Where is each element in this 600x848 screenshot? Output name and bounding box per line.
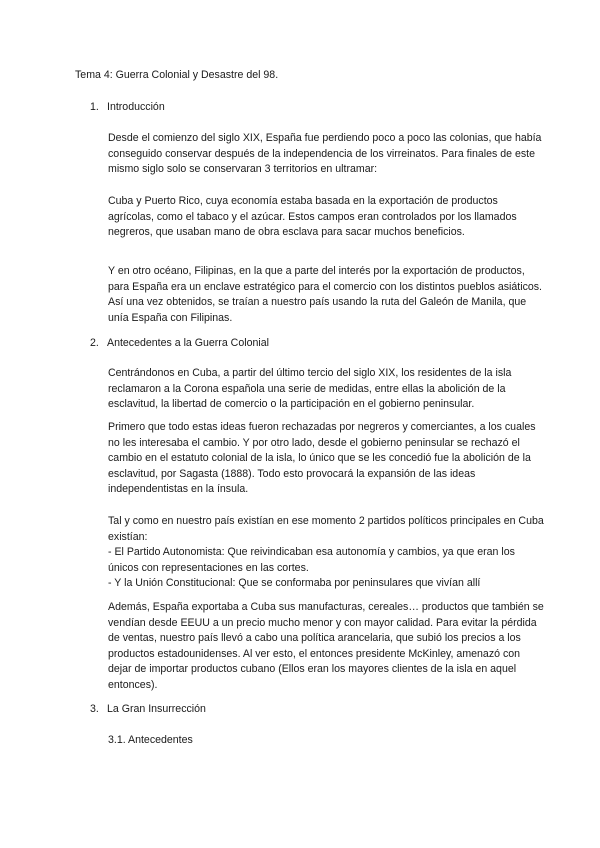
paragraph: Cuba y Puerto Rico, cuya economía estaba basada en la exportación de productos agrícolas, como el tabaco y el azúcar. Estos campos eran controlados por los llamados negreros, que usaban mano de obra esclava para sacar muchos beneficios. bbox=[108, 195, 517, 239]
section-number: 1. bbox=[90, 101, 99, 113]
paragraph: Y en otro océano, Filipinas, en la que a parte del interés por la exportación de productos, para España era un enclave estratégico para el comercio con los distintos pueblos asiáticos. Así una vez obtenidos, se traían a nuestro país usando la ruta del Galeón de Manila, que unía España con Filipinas. bbox=[108, 265, 543, 324]
section-heading-gran-insurreccion bbox=[90, 702, 206, 718]
section-heading-text: La Gran Insurrección bbox=[107, 703, 206, 715]
section-number: 2. bbox=[90, 337, 99, 349]
section-heading-antecedentes bbox=[90, 336, 269, 352]
document-title: Tema 4: Guerra Colonial y Desastre del 98. bbox=[75, 69, 279, 81]
paragraph: Desde el comienzo del siglo XIX, España fue perdiendo poco a poco las colonias, que había conseguido conservar después de la independencia de los virreinatos. Para finales de este mismo siglo solo se conservaran 3 territorios en ultramar: bbox=[108, 132, 542, 176]
section-heading-text: Antecedentes a la Guerra Colonial bbox=[107, 337, 269, 349]
paragraph: Centrándonos en Cuba, a partir del último tercio del siglo XIX, los residentes de la isla reclamaron a la Corona española una serie de medidas, entre ellas la abolición de la esclavitud, la libertad de comercio o la participación en el gobierno peninsular. bbox=[108, 367, 512, 411]
list-item: - El Partido Autonomista: Que reivindicaban esa autonomía y cambios, ya que eran los únicos con representaciones en las cortes. bbox=[108, 546, 515, 574]
section-heading-introduccion bbox=[90, 100, 165, 116]
subsection-heading: 3.1. Antecedentes bbox=[108, 734, 193, 746]
paragraph: Tal y como en nuestro país existían en ese momento 2 partidos políticos principales en Cuba existían: bbox=[108, 515, 544, 543]
section-number: 3. bbox=[90, 703, 99, 715]
section-heading-text: Introducción bbox=[107, 101, 165, 113]
paragraph: Además, España exportaba a Cuba sus manufacturas, cereales… productos que también se vendían desde EEUU a un precio mucho menor y con mayor calidad. Para evitar la pérdida de ventas, nuestro país llevó a cabo una política arancelaria, que subió los precios a los productos estadounidenses. Al ver esto, el entonces presidente McKinley, amenazó con dejar de importar productos cubano (Ellos eran los mayores clientes de la isla en aquel entonces). bbox=[108, 601, 544, 691]
list-item: - Y la Unión Constitucional: Que se conformaba por peninsulares que vivían allí bbox=[108, 577, 481, 589]
paragraph: Primero que todo estas ideas fueron rechazadas por negreros y comerciantes, a los cuales no les interesaba el cambio. Y por otro lado, desde el gobierno peninsular se rechazó el cambio en el estatuto colonial de la isla, lo único que se les concedió fue la abolición de la esclavitud, por Sagasta (1888). Todo esto provocará la expansión de las ideas independentistas en la ínsula. bbox=[108, 421, 536, 496]
